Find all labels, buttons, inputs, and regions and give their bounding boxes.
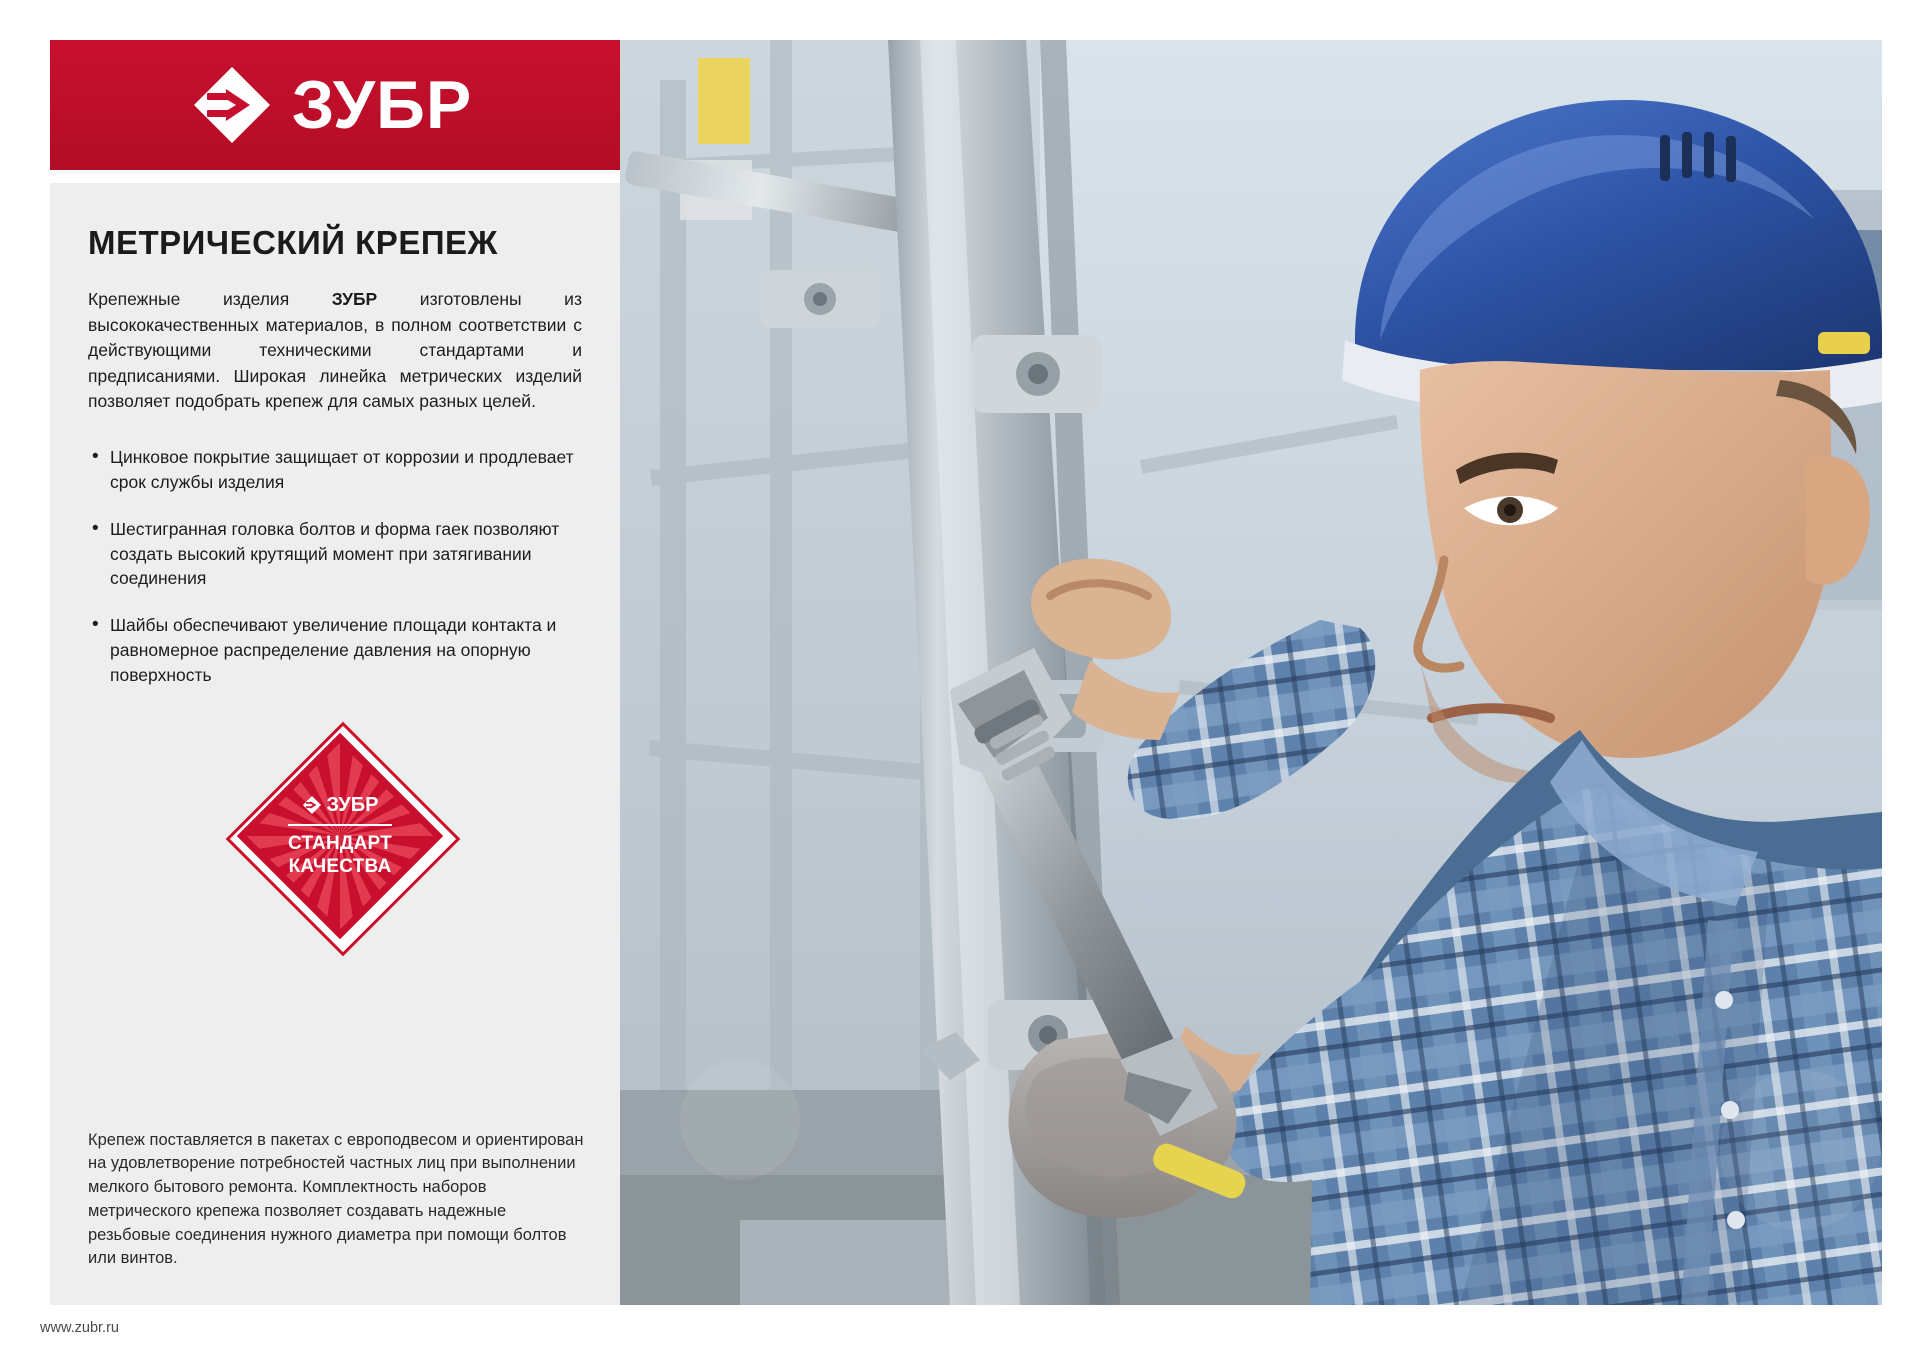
intro-text-before: Крепежные изделия: [88, 289, 332, 310]
quality-badge: [240, 736, 440, 936]
left-content-column: [50, 40, 620, 1305]
page-title: МЕТРИЧЕСКИЙ КРЕПЕЖ: [88, 224, 498, 261]
badge-brand-name: ЗУБР: [326, 793, 379, 816]
badge-brand-logo: [302, 795, 379, 815]
badge-line-2: КАЧЕСТВА: [288, 855, 392, 877]
product-usage-photo: [620, 40, 1882, 1305]
brand-name: ЗУБР: [291, 67, 473, 143]
badge-line-1: СТАНДАРТ: [288, 832, 392, 854]
brand-logo: [190, 63, 473, 147]
brand-logo-band: [50, 40, 620, 170]
info-panel: [50, 183, 620, 1305]
list-item: • Шайбы обеспечивают увеличение площади контакта и равномерное распределение давления на опорную поверхность: [88, 613, 582, 688]
intro-paragraph: [88, 287, 582, 415]
feature-list: [88, 445, 582, 688]
footnote-text: Крепеж поставляется в пакетах с европодвесом и ориентирован на удовлетворение потребностей частных лиц при выполнении мелкого бытового ремонта. Комплектность наборов метрического крепежа позволяет создавать надежные резьбовые соединения нужного диаметра при помощи болтов или винтов.: [88, 1130, 584, 1268]
list-item: • Цинковое покрытие защищает от коррозии и продлевает срок службы изделия: [88, 445, 582, 495]
website-url: www.zubr.ru: [40, 1320, 119, 1336]
zubr-bison-mark-icon: [302, 795, 322, 815]
badge-divider: [288, 824, 392, 826]
zubr-bison-mark-icon: [190, 63, 274, 147]
intro-text-after: изготовлены из высококачественных материалов, в полном соответствии с действующими техническими стандартами и предписаниями. Широкая линейка метрических изделий позволяет подобрать крепеж для самых разных целей.: [88, 289, 582, 412]
list-item: • Шестигранная головка болтов и форма гаек позволяют создать высокий крутящий момент при затягивании соединения: [88, 517, 582, 592]
intro-brand: ЗУБР: [331, 289, 378, 310]
